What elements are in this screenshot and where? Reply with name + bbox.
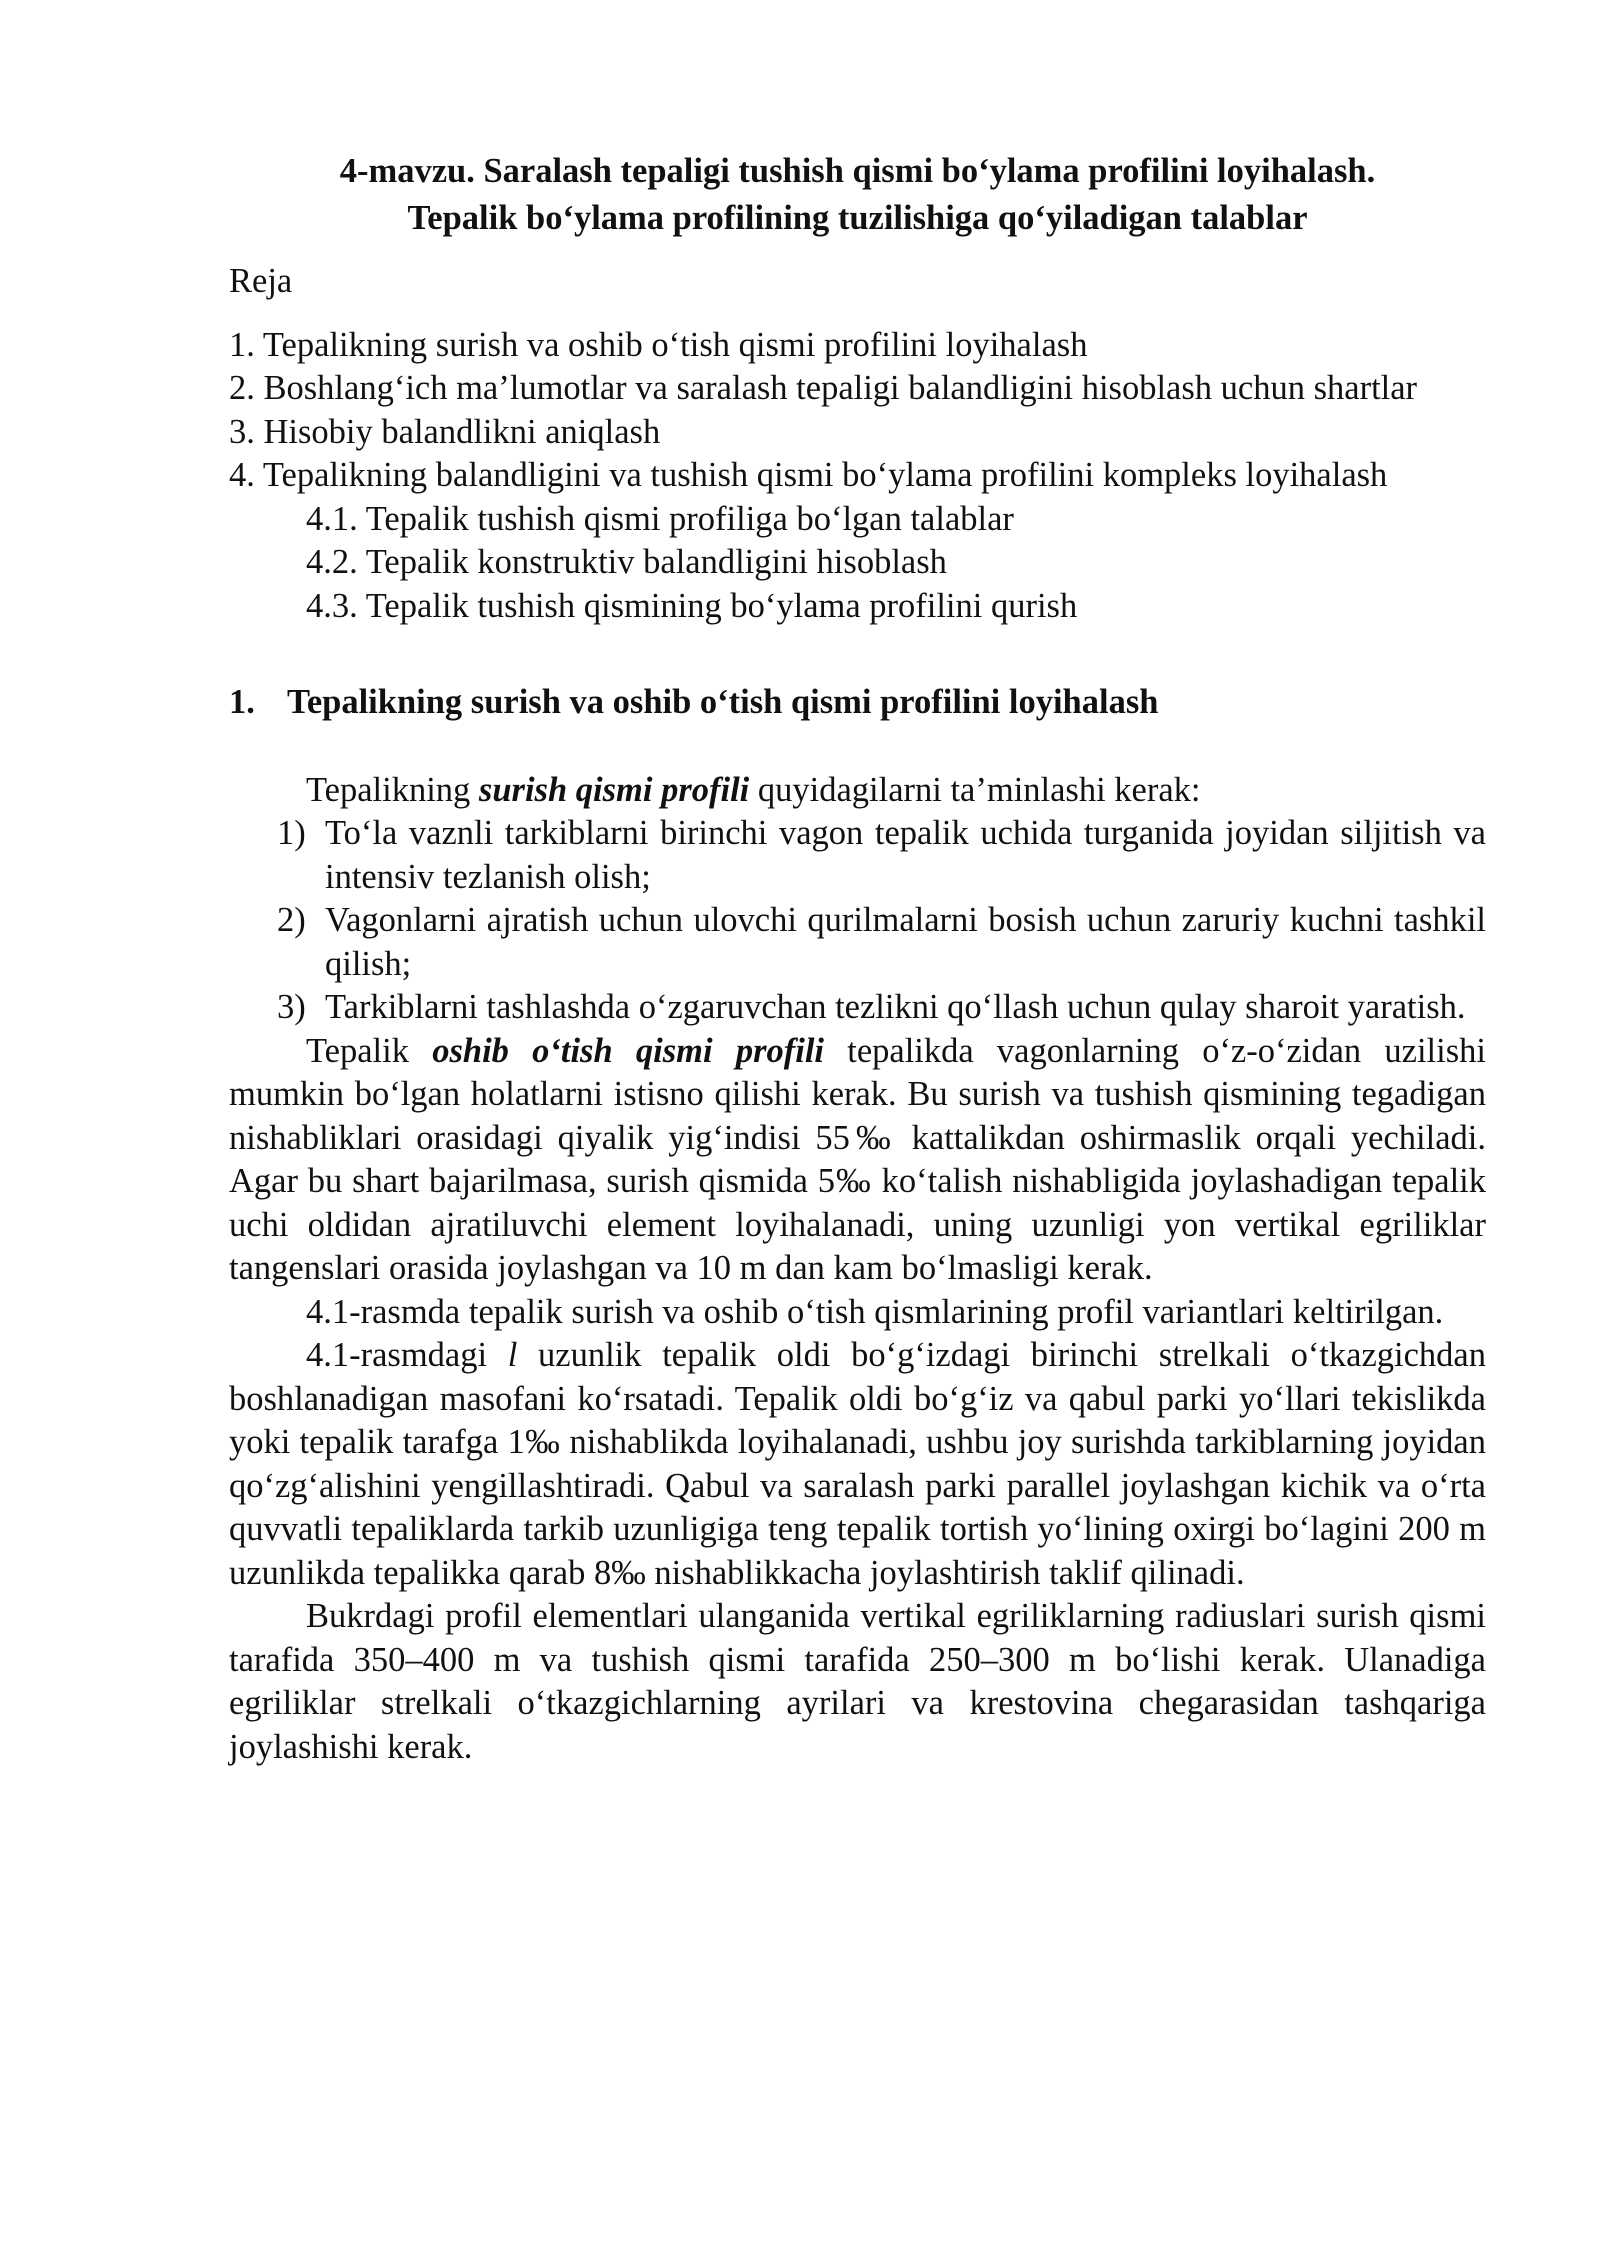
paragraph-text: Tepalikning (306, 770, 479, 809)
paragraph (229, 1030, 1486, 1291)
variable-symbol: l (507, 1336, 518, 1374)
emphasis-text: surish qismi profili (478, 770, 750, 809)
paragraph-text: quyidagilarni ta’minlashi kerak: (749, 770, 1201, 809)
list-item-text: Vagonlarni ajratish uchun ulovchi qurilmalarni bosish uchun zaruriy kuchni tashkil qilish; (325, 901, 1486, 983)
section-number: 1. (229, 683, 255, 721)
document-page (229, 148, 1486, 1769)
section-body (229, 769, 1486, 1770)
numbered-list (229, 812, 1486, 1030)
outline-item: 3. Hisobiy balandlikni aniqlash (229, 412, 661, 451)
list-marker: 3) (277, 988, 306, 1026)
paragraph-text: uzunlik tepalik oldi bo‘g‘izdagi birinchi strelkali o‘tkazgichdan boshlanadigan masofani ko‘rsatadi. Tepalik oldi bo‘g‘iz va qabul parki yo‘llari tekislikda yoki tepalik tarafga 1‰ nishablikda loyihalanadi, ushbu joy surishda tarkiblarning joyidan qo‘zg‘alishini yengillashtiradi. Qabul va saralash parki parallel joylashgan kichik va o‘rta quvvatli tepaliklarda tarkib uzunligiga teng tepalik tortish yo‘lining oxirgi bo‘lagini 200 m uzunlikda tepalikka qarab 8‰ nishablikkacha joylashtirish taklif qilinadi. (229, 1336, 1486, 1592)
paragraph-text: Tepalik (306, 1031, 433, 1070)
outline-item: 4. Tepalikning balandligini va tushish qismi bo‘ylama profilini kompleks loyihalash (229, 456, 1388, 494)
paragraph-text: 4.1-rasmdagi (306, 1336, 508, 1374)
plan-outline (229, 324, 1486, 629)
list-marker: 2) (277, 901, 306, 939)
list-item-text: Tarkiblarni tashlashda o‘zgaruvchan tezlikni qo‘llash uchun qulay sharoit yaratish. (325, 988, 1466, 1026)
paragraph (229, 1334, 1486, 1595)
list-item (229, 899, 1486, 986)
paragraph: 4.1-rasmda tepalik surish va oshib o‘tish qismlarining profil variantlari keltirilgan. (306, 1292, 1444, 1331)
paragraph (229, 769, 1486, 813)
paragraph-text: tepalikda vagonlarning o‘z-o‘zidan uzilishi mumkin bo‘lgan holatlarni istisno qilishi kerak. Bu surish va tushish qismining tegadigan nishabliklari orasidagi qiyalik yig‘indisi 55‰ kattalikdan oshirmaslik orqali yechiladi. Agar bu shart bajarilmasa, surish qismida 5‰ ko‘talish nishabligida joylashadigan tepalik uchi oldidan ajratiluvchi element loyihalanadi, uning uzunligi yon vertikal egriliklar tangenslari orasida joylashgan va 10 m dan kam bo‘lmasligi kerak. (229, 1031, 1486, 1287)
outline-item: 1. Tepalikning surish va oshib o‘tish qismi profilini loyihalash (229, 325, 1088, 364)
paragraph: Bukrdagi profil elementlari ulanganida vertikal egriliklarning radiuslari surish qismi tarafida 350–400 m va tushish qismi tarafida 250–300 m bo‘lishi kerak. Ulanadiga egriliklar strelkali o‘tkazgichlarning ayrilari va krestovina chegarasidan tashqariga joylashishi kerak. (229, 1597, 1486, 1766)
document-title (229, 148, 1486, 242)
outline-item: 2. Boshlang‘ich ma’lumotlar va saralash tepaligi balandligini hisoblash uchun shartlar (229, 369, 1418, 407)
list-item (229, 986, 1486, 1030)
section-heading (229, 681, 1486, 725)
outline-subitem: 4.3. Tepalik tushish qismining bo‘ylama profilini qurish (306, 586, 1078, 625)
section-title: Tepalikning surish va oshib o‘tish qismi profilini loyihalash (287, 683, 1159, 721)
plan-label: Reja (229, 262, 293, 300)
title-line-2: Tepalik bo‘ylama profilining tuzilishiga qo‘yiladigan talablar (407, 199, 1308, 237)
title-line-1: 4-mavzu. Saralash tepaligi tushish qismi bo‘ylama profilini loyihalash. (339, 152, 1376, 190)
outline-subitem: 4.2. Tepalik konstruktiv balandligini hisoblash (306, 543, 947, 581)
list-item-text: To‘la vaznli tarkiblarni birinchi vagon tepalik uchida turganida joyidan siljitish va intensiv tezlanish olish; (325, 814, 1486, 896)
outline-subitem: 4.1. Tepalik tushish qismi profiliga bo‘lgan talablar (306, 499, 1014, 538)
list-marker: 1) (277, 814, 306, 852)
emphasis-text: oshib o‘tish qismi profili (432, 1031, 824, 1070)
list-item (229, 812, 1486, 899)
